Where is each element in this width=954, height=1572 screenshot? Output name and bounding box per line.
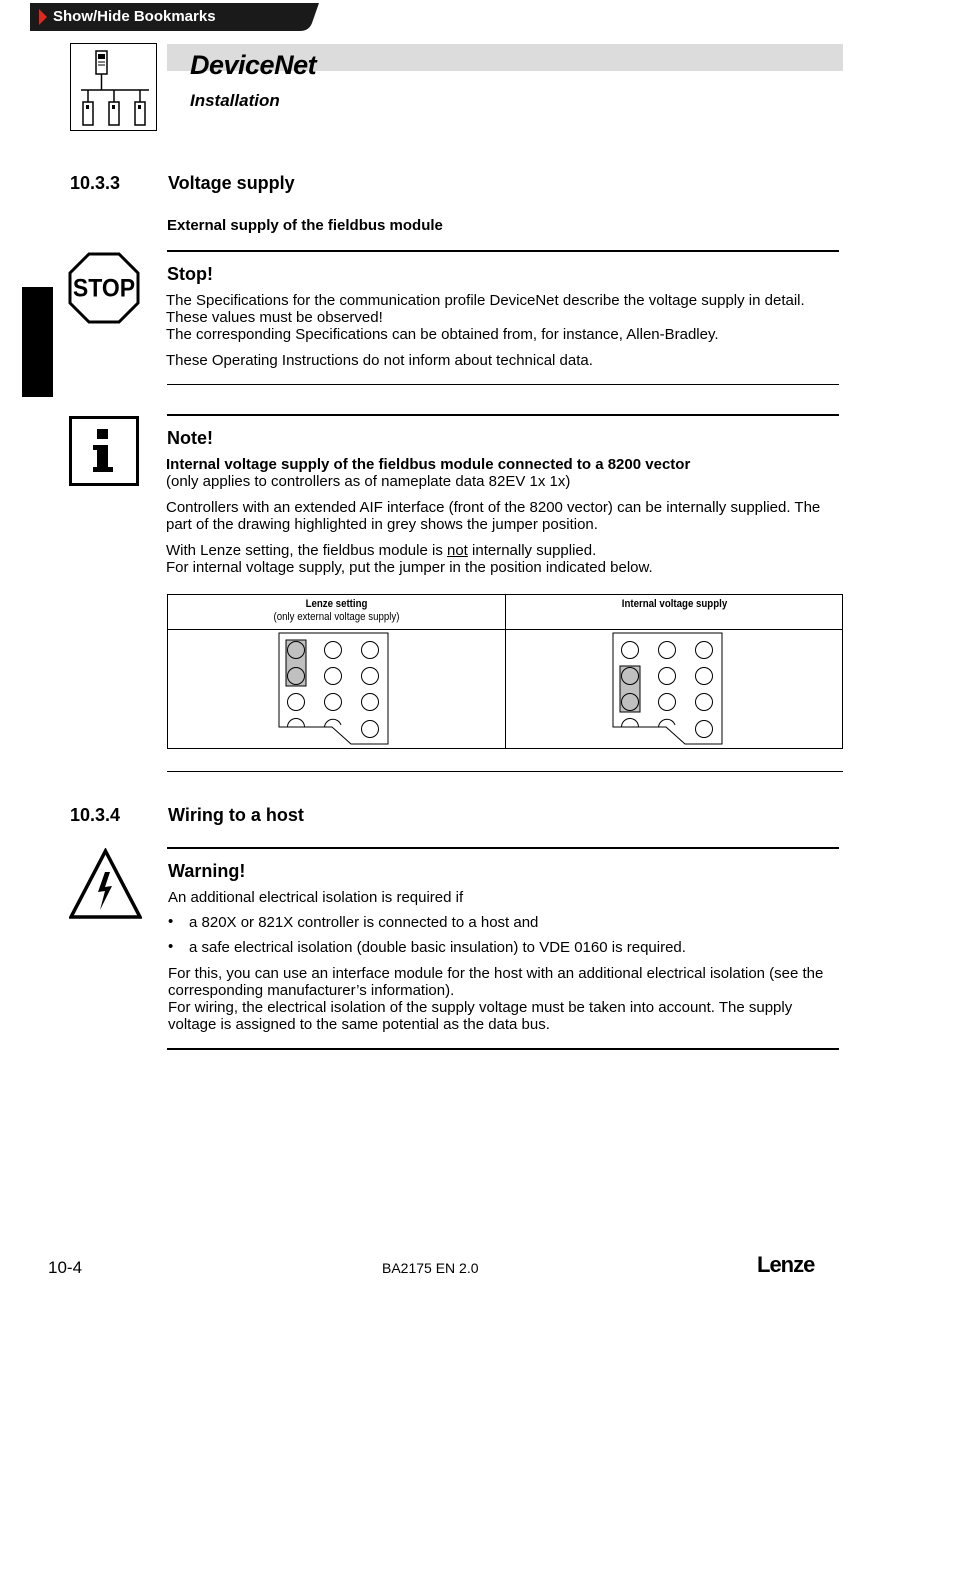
- note-text-1: Controllers with an extended AIF interface (front of the 8200 vector) can be internally supplied. The: [166, 499, 821, 516]
- col-subtitle: (only external voltage supply): [273, 611, 400, 623]
- document-title: DeviceNet: [190, 50, 317, 80]
- warning-text-3: For wiring, the electrical isolation of the supply voltage must be taken into account. The supply: [168, 999, 793, 1016]
- col-lenze-setting: [188, 598, 485, 624]
- note-applies-line: (only applies to controllers as of nameplate data 82EV 1x 1x): [166, 473, 571, 490]
- section-title: Voltage supply: [168, 173, 295, 193]
- bullet-icon: •: [168, 913, 174, 930]
- table-divider: [505, 594, 506, 749]
- stop-text-1: The Specifications for the communication profile DeviceNet describe the voltage supply in detail.: [166, 292, 805, 309]
- divider: [167, 847, 839, 849]
- document-subtitle: Installation: [190, 91, 280, 110]
- warning-text-4: voltage is assigned to the same potential as the data bus.: [168, 1016, 550, 1033]
- stop-heading: Stop!: [167, 264, 213, 284]
- warning-bullet: a safe electrical isolation (double basic insulation) to VDE 0160 is required.: [189, 939, 686, 956]
- svg-text:STOP: STOP: [72, 274, 136, 303]
- divider: [167, 250, 839, 252]
- section-title: Wiring to a host: [168, 805, 304, 825]
- warning-bullet: a 820X or 821X controller is connected to a host and: [189, 914, 539, 931]
- stop-text-2: These values must be observed!: [166, 309, 383, 326]
- jumper-diagram-lenze: [278, 632, 392, 746]
- network-topology-icon: [71, 44, 158, 132]
- jumper: [620, 666, 640, 712]
- subheading: External supply of the fieldbus module: [167, 217, 443, 234]
- divider: [167, 414, 839, 416]
- divider: [167, 384, 839, 385]
- divider: [167, 771, 843, 772]
- col-internal-supply: [526, 598, 823, 611]
- warning-heading: Warning!: [168, 861, 246, 881]
- network-logo: [70, 43, 157, 131]
- section-number: 10.3.3: [70, 173, 121, 193]
- warning-intro: An additional electrical isolation is required if: [168, 889, 464, 906]
- jumper-diagram-internal: [612, 632, 726, 746]
- show-hide-bookmarks-button[interactable]: Show/Hide Bookmarks: [53, 8, 216, 25]
- divider: [167, 1048, 839, 1050]
- note-bold-line: Internal voltage supply of the fieldbus module connected to a 8200 vector: [166, 456, 691, 473]
- table-divider: [167, 629, 843, 630]
- note-text-2: part of the drawing highlighted in grey shows the jumper position.: [166, 516, 598, 533]
- stop-text-3: The corresponding Specifications can be obtained from, for instance, Allen-Bradley.: [166, 326, 719, 343]
- section-number: 10.3.4: [70, 805, 121, 825]
- bullet-icon: •: [168, 938, 174, 955]
- col-title: Lenze setting: [305, 598, 368, 610]
- stop-sign-icon: [68, 252, 140, 324]
- warning-text-1: For this, you can use an interface module for the host with an additional electrical isolation (see the: [168, 965, 824, 982]
- note-text-4: For internal voltage supply, put the jumper in the position indicated below.: [166, 559, 653, 576]
- col-title: Internal voltage supply: [621, 598, 728, 610]
- note-text-3: With Lenze setting, the fieldbus module is not internally supplied.: [166, 542, 597, 559]
- chapter-marker: [22, 287, 53, 397]
- high-voltage-warning-icon: [69, 848, 142, 920]
- brand-logo: Lenze: [757, 1252, 815, 1277]
- jumper: [286, 640, 306, 686]
- warning-text-2: corresponding manufacturer’s information).: [168, 982, 455, 999]
- stop-text-4: These Operating Instructions do not inform about technical data.: [166, 352, 593, 369]
- document-code: BA2175 EN 2.0: [382, 1260, 479, 1276]
- page-number: 10-4: [48, 1258, 83, 1277]
- note-heading: Note!: [167, 428, 213, 448]
- info-icon: [69, 416, 139, 486]
